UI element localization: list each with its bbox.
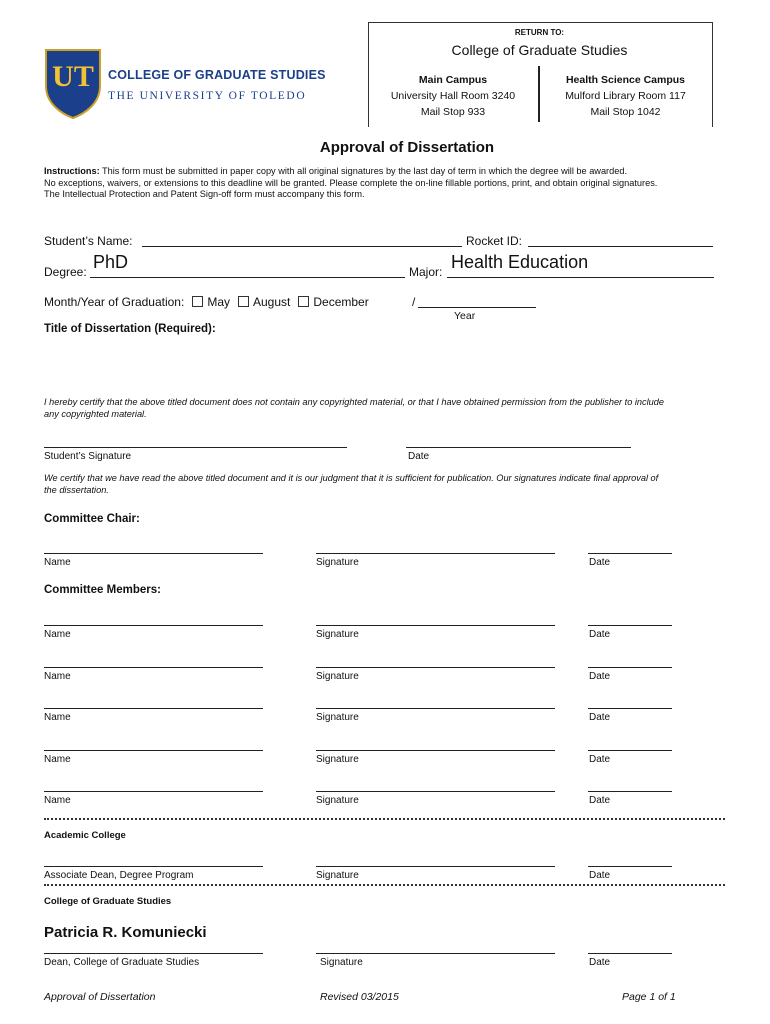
instructions-line1: This form must be submitted in paper copy with all original signatures by the last day of term in which the degree will be awarded. <box>99 166 627 176</box>
member-signature-field[interactable] <box>316 625 555 626</box>
december-checkbox[interactable] <box>298 296 309 307</box>
member-date-field[interactable] <box>588 791 672 792</box>
rocket-id-field[interactable] <box>528 246 713 247</box>
chair-date-label: Date <box>589 557 611 568</box>
we-certify-line1: We certify that we have read the above titled document and it is our judgment that it is sufficient for publication. Our signatures indicate final approval of <box>44 473 659 483</box>
member-signature-label: Signature <box>316 754 359 765</box>
return-to-label: RETURN TO: <box>514 28 565 37</box>
logo-mark: UT <box>52 60 94 93</box>
chair-name-field[interactable] <box>44 553 263 554</box>
academic-college-heading: Academic College <box>44 830 126 841</box>
august-label: August <box>253 295 291 309</box>
member-name-field[interactable] <box>44 625 263 626</box>
major-field[interactable] <box>447 277 714 278</box>
associate-dean-signature-field[interactable] <box>316 866 555 867</box>
major-label: Major: <box>409 265 443 279</box>
we-certify-line2: the dissertation. <box>44 484 109 495</box>
member-name-field[interactable] <box>44 708 263 709</box>
august-checkbox[interactable] <box>238 296 249 307</box>
may-checkbox[interactable] <box>192 296 203 307</box>
december-label: December <box>313 295 369 309</box>
member-date-label: Date <box>589 795 611 806</box>
main-campus-block <box>368 72 538 120</box>
certify-line1: I hereby certify that the above titled document does not contain any copyrighted material, or that I have obtained permission from the publisher to include <box>44 397 665 407</box>
member-signature-field[interactable] <box>316 791 555 792</box>
student-name-label: Student’s Name: <box>44 234 133 248</box>
associate-dean-date-field[interactable] <box>588 866 672 867</box>
degree-field[interactable] <box>90 277 405 278</box>
dean-role-label: Dean, College of Graduate Studies <box>44 957 200 968</box>
member-name-label: Name <box>44 712 71 723</box>
dean-name: Patricia R. Komuniecki <box>44 924 207 941</box>
member-name-label: Name <box>44 671 71 682</box>
member-name-label: Name <box>44 795 71 806</box>
return-office: College of Graduate Studies <box>451 42 628 58</box>
member-name-field[interactable] <box>44 667 263 668</box>
main-campus-title: Main Campus <box>418 74 488 86</box>
cogs-heading: College of Graduate Studies <box>44 896 172 907</box>
member-signature-label: Signature <box>316 629 359 640</box>
committee-certification <box>44 473 658 496</box>
member-date-field[interactable] <box>588 708 672 709</box>
degree-value[interactable]: PhD <box>93 252 129 272</box>
chair-signature-field[interactable] <box>316 553 555 554</box>
page-title: Approval of Dissertation <box>319 139 495 156</box>
instructions-line2: No exceptions, waivers, or extensions to this deadline will be granted. Please complete the on-line fillable portions, print, and obtain original signatures. <box>44 177 658 188</box>
section-divider <box>44 818 725 820</box>
student-date-label: Date <box>408 451 430 462</box>
member-date-label: Date <box>589 671 611 682</box>
member-date-label: Date <box>589 754 611 765</box>
section-divider <box>44 884 725 886</box>
member-signature-field[interactable] <box>316 708 555 709</box>
chair-name-label: Name <box>44 557 71 568</box>
dissertation-title-label: Title of Dissertation (Required): <box>44 323 216 335</box>
chair-signature-label: Signature <box>316 557 359 568</box>
member-signature-label: Signature <box>316 795 359 806</box>
instructions-line3: The Intellectual Protection and Patent Sign-off form must accompany this form. <box>44 189 365 199</box>
associate-dean-date-label: Date <box>589 870 611 881</box>
certify-line2: any copyrighted material. <box>44 408 147 419</box>
instructions-label: Instructions: <box>44 166 100 176</box>
graduation-label: Month/Year of Graduation: <box>44 295 185 309</box>
student-certification <box>44 397 664 420</box>
member-date-label: Date <box>589 629 611 640</box>
chair-date-field[interactable] <box>588 553 672 554</box>
logo-line2: THE UNIVERSITY OF TOLEDO <box>108 90 307 102</box>
dean-date-label: Date <box>589 957 611 968</box>
member-signature-field[interactable] <box>316 750 555 751</box>
year-slash: / <box>412 295 416 309</box>
hsc-stop: Mail Stop 1042 <box>590 106 661 118</box>
dean-date-field[interactable] <box>588 953 672 954</box>
dean-signature-field[interactable] <box>316 953 555 954</box>
member-signature-field[interactable] <box>316 667 555 668</box>
footer-revised: Revised 03/2015 <box>320 991 399 1003</box>
logo-line1: COLLEGE OF GRADUATE STUDIES <box>108 68 326 82</box>
major-value[interactable]: Health Education <box>451 252 589 272</box>
member-date-label: Date <box>589 712 611 723</box>
graduation-row <box>44 295 369 309</box>
footer-page-number: Page 1 of 1 <box>622 991 676 1003</box>
footer-form-name: Approval of Dissertation <box>44 991 156 1003</box>
student-signature-label: Student’s Signature <box>44 451 132 462</box>
year-field[interactable] <box>418 307 536 308</box>
student-name-field[interactable] <box>142 246 462 247</box>
dean-signature-label: Signature <box>320 957 363 968</box>
main-campus-stop: Mail Stop 933 <box>420 106 486 118</box>
year-label: Year <box>454 310 476 322</box>
committee-members-heading: Committee Members: <box>44 584 161 596</box>
member-name-field[interactable] <box>44 750 263 751</box>
hsc-block <box>540 72 711 120</box>
associate-dean-signature-label: Signature <box>316 870 359 881</box>
member-name-label: Name <box>44 629 71 640</box>
main-campus-room: University Hall Room 3240 <box>390 90 516 102</box>
member-date-field[interactable] <box>588 625 672 626</box>
hsc-room: Mulford Library Room 117 <box>565 90 686 102</box>
member-signature-label: Signature <box>316 671 359 682</box>
student-date-field[interactable] <box>406 447 631 448</box>
university-logo <box>44 48 326 120</box>
instructions <box>44 166 734 201</box>
hsc-title: Health Science Campus <box>565 74 686 86</box>
member-signature-label: Signature <box>316 712 359 723</box>
student-signature-field[interactable] <box>44 447 347 448</box>
may-label: May <box>207 295 230 309</box>
committee-chair-heading: Committee Chair: <box>44 513 140 525</box>
degree-label: Degree: <box>44 265 87 279</box>
associate-dean-label: Associate Dean, Degree Program <box>44 870 194 881</box>
member-date-field[interactable] <box>588 750 672 751</box>
member-name-field[interactable] <box>44 791 263 792</box>
member-date-field[interactable] <box>588 667 672 668</box>
dean-name-field[interactable] <box>44 953 263 954</box>
rocket-id-label: Rocket ID: <box>466 234 523 248</box>
member-name-label: Name <box>44 754 71 765</box>
associate-dean-name-field[interactable] <box>44 866 263 867</box>
